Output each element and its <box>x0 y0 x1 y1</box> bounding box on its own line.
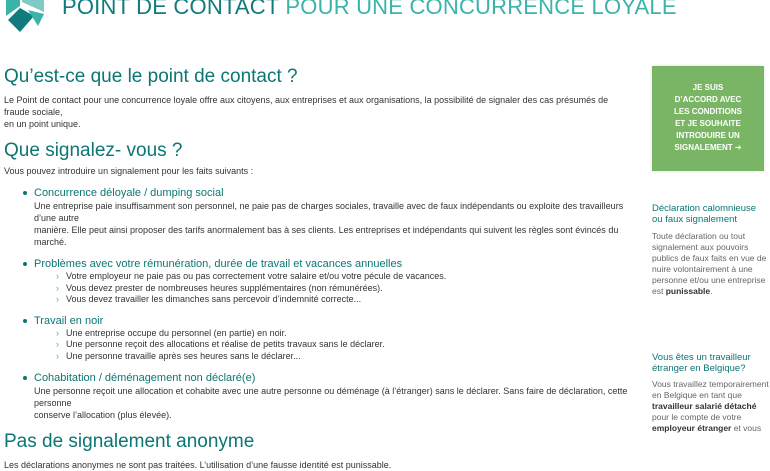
report-cta-button[interactable] <box>652 66 764 171</box>
cta-line: LES CONDITIONS <box>673 107 742 116</box>
chevron-right-icon: › <box>56 271 59 281</box>
header <box>0 0 770 36</box>
banner-title-dark: POINT DE CONTACT <box>62 0 280 19</box>
text-line <box>652 423 770 434</box>
cta-line: D’ACCORD AVEC <box>674 95 742 104</box>
text-line: Le Point de contact pour une concurrence loyale offre aux citoyens, aux entreprises et aux organisations, la possibilité de signaler des cas présumés de fraude sociale, <box>4 95 609 117</box>
text-part: est <box>652 286 666 296</box>
text-line: pour le compte de votre <box>652 412 742 422</box>
sidebar-heading <box>652 352 770 374</box>
sub-item <box>26 283 634 295</box>
sidebar-block-foreign-worker <box>652 352 770 434</box>
text-line: Toute déclaration ou tout <box>652 231 746 241</box>
text-part: et vous <box>731 423 762 433</box>
text-line: personne et/ou une entreprise <box>652 275 766 285</box>
heading-line: Vous êtes un travailleur <box>652 352 751 363</box>
main-content <box>4 66 634 471</box>
item-title: Cohabitation / déménagement non déclaré(e) <box>26 372 634 385</box>
cta-line: SIGNALEMENT ➔ <box>674 143 742 152</box>
sub-item <box>26 294 634 306</box>
cta-line: JE SUIS <box>692 83 724 92</box>
text-line: Une personne reçoit une allocation et cohabite avec une autre personne ou déménage (à l’étranger) sans le déclarer. Sans faire de déclaration, cette personne <box>34 386 628 408</box>
item-title: Travail en noir <box>26 315 634 328</box>
sub-item <box>26 339 634 351</box>
text-line: conserve l’allocation (plus élevée). <box>34 410 172 420</box>
chevron-right-icon: › <box>56 327 59 338</box>
emphasis-text: employeur étranger <box>652 423 732 433</box>
sidebar-text <box>652 379 770 434</box>
page-banner-title <box>62 0 677 20</box>
text-line: en Belgique en tant que <box>652 390 742 400</box>
list-item-cohabitation <box>26 372 634 421</box>
sidebar-text <box>652 231 770 297</box>
cta-line: ET JE SOUHAITE <box>675 119 741 128</box>
sub-item <box>26 271 634 283</box>
logo-icon[interactable] <box>4 0 46 32</box>
sub-item <box>26 328 634 340</box>
sub-item-text: Vous devez travailler les dimanches sans percevoir d’indemnité correcte... <box>66 294 362 304</box>
banner-title-light: POUR UNE CONCURRENCE LOYALE <box>285 0 677 19</box>
sidebar-block-false-report <box>652 203 770 297</box>
list-item-unfair-competition <box>26 187 634 248</box>
sub-item-text: Une entreprise occupe du personnel (en partie) en noir. <box>66 327 287 338</box>
list-item-undeclared-work <box>26 315 634 363</box>
text-line <box>652 401 770 412</box>
item-title: Concurrence déloyale / dumping social <box>26 187 634 200</box>
text-line: signalement aux pouvoirs <box>652 242 749 252</box>
section-text-what <box>4 94 634 130</box>
text-line: manière. Elle peut ainsi proposer des tarifs anormalement bas à ses clients. Les entreprises et indépendants qui suivent les règles sont évincés du marché. <box>34 225 619 247</box>
text-line: en un point unique. <box>4 119 81 129</box>
section-intro: Vous pouvez introduire un signalement pour les faits suivants : <box>4 166 254 176</box>
heading-line: étranger en Belgique? <box>652 363 746 374</box>
chevron-right-icon: › <box>56 350 59 361</box>
chevron-right-icon: › <box>56 339 59 349</box>
list-item-remuneration <box>26 258 634 306</box>
text-line: nuire volontairement à une <box>652 264 753 274</box>
sidebar <box>652 66 770 434</box>
sub-item <box>26 351 634 363</box>
item-title: Problèmes avec votre rémunération, durée de travail et vacances annuelles <box>26 258 634 271</box>
section-heading-anonymous: Pas de signalement anonyme <box>4 431 255 452</box>
heading-line: Déclaration calomnieuse <box>652 203 757 214</box>
sub-item-text: Une personne travaille après ses heures sans le déclarer... <box>66 350 301 361</box>
chevron-right-icon: › <box>56 294 59 304</box>
text-line: publics de faux faits en vue de <box>652 253 767 263</box>
text-line <box>652 286 770 297</box>
sidebar-heading <box>652 203 770 225</box>
punishable-emphasis: punissable <box>665 286 711 296</box>
item-text <box>26 200 634 248</box>
section-heading-report: Que signalez- vous ? <box>4 140 183 161</box>
chevron-right-icon: › <box>56 282 59 293</box>
heading-line: ou faux signalement <box>652 214 738 225</box>
section-text-anonymous: Les déclarations anonymes ne sont pas traitées. L’utilisation d’une fausse identité est punissable. <box>4 460 392 470</box>
text-part: . <box>710 286 713 296</box>
sub-item-text: Votre employeur ne paie pas ou pas correctement votre salaire et/ou votre pécule de vacances. <box>66 271 447 281</box>
sub-item-text: Une personne reçoit des allocations et réalise de petits travaux sans le déclarer. <box>66 339 385 349</box>
text-line: Vous travaillez temporairement <box>652 379 769 389</box>
cta-line: INTRODUIRE UN <box>676 131 740 140</box>
emphasis-text: travailleur salarié détaché <box>652 401 757 411</box>
item-text <box>26 385 634 421</box>
section-heading-what: Qu’est-ce que le point de contact ? <box>4 66 298 87</box>
sub-item-text: Vous devez prester de nombreuses heures supplémentaires (non rémunérées). <box>66 282 383 293</box>
text-line: Une entreprise paie insuffisamment son personnel, ne paie pas de charges sociales, travaille avec de faux indépendants ou exploite des travailleurs d’une autre <box>34 201 624 223</box>
